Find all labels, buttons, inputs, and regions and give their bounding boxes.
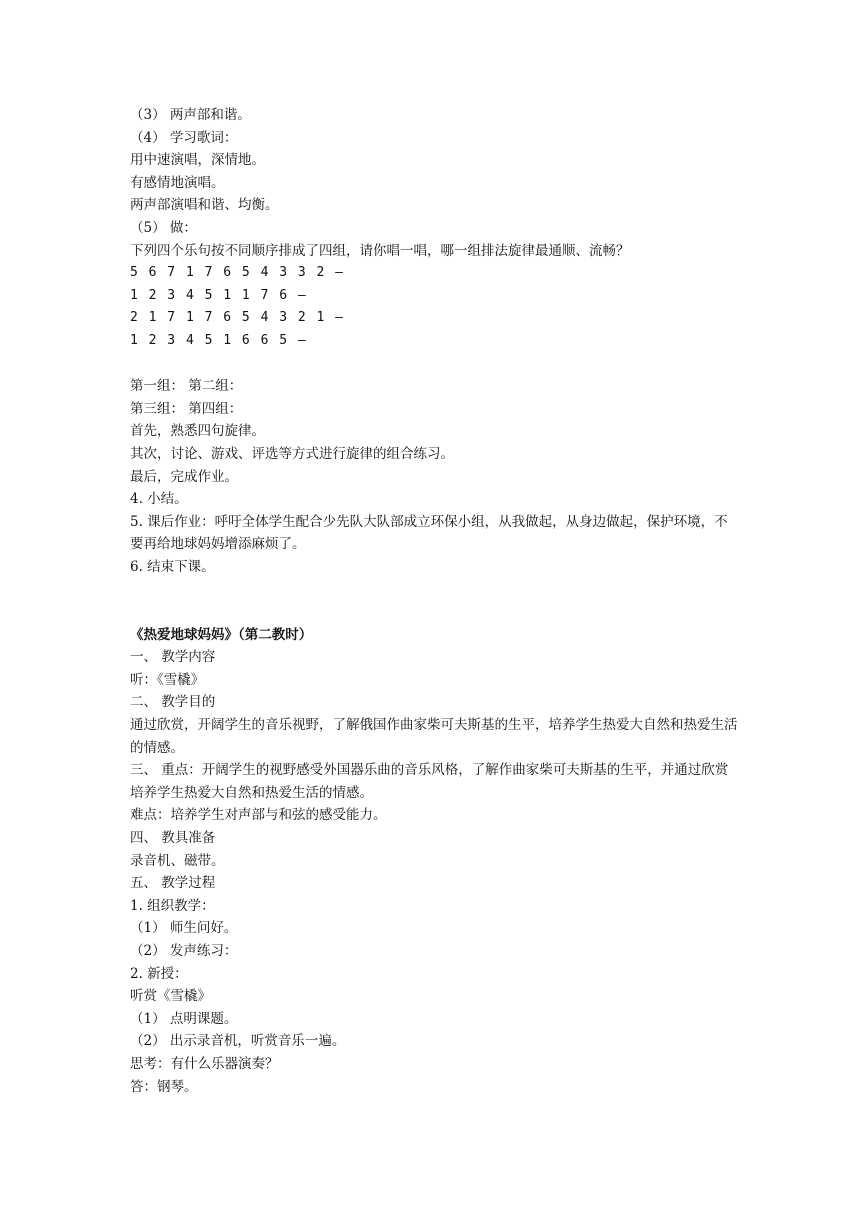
blank-line — [130, 353, 740, 376]
objective-paragraph: 通过欣赏，开阔学生的音乐视野，了解俄国作曲家柴可夫斯基的生平，培养学生热爱大自然和热爱生活的情感。 — [130, 717, 738, 756]
text-line: 4. 小结。 — [130, 491, 188, 508]
text-line: 其次，讨论、游戏、评选等方式进行旋律的组合练习。 — [130, 445, 454, 462]
text-line: 2. 新授： — [130, 965, 188, 982]
text-line: 难点：培养学生对声部与和弦的感受能力。 — [130, 807, 387, 824]
text-line: 录音机、磁带。 — [130, 852, 225, 869]
text-line: 听：《雪橇》 — [130, 671, 205, 688]
text-line: （5） 做： — [130, 219, 197, 236]
text-line: 第一组： 第二组： — [130, 378, 243, 395]
text-line: 四、 教具准备 — [130, 830, 216, 846]
homework-paragraph: 5. 课后作业：呼吁全体学生配合少先队大队部成立环保小组，从我做起，从身边做起，保护环境，不要再给地球妈妈增添麻烦了。 — [130, 513, 728, 553]
text-line: 下列四个乐句按不同顺序排成了四组，请你唱一唱，哪一组排法旋律最通顺、流畅？ — [130, 242, 630, 259]
melody-phrase: 5 6 7 1 7 6 5 4 3 3 2 — — [130, 265, 345, 281]
text-line: 用中速演唱，深情地。 — [130, 152, 265, 169]
text-line: 6. 结束下课。 — [130, 558, 215, 575]
melody-phrase: 1 2 3 4 5 1 1 7 6 — — [130, 287, 308, 303]
melody-phrase: 2 1 7 1 7 6 5 4 3 2 1 — — [130, 310, 345, 326]
text-line: （1） 师生问好。 — [130, 920, 238, 937]
text-line: （1） 点明课题。 — [130, 1010, 238, 1027]
text-line: 有感情地演唱。 — [130, 174, 225, 191]
text-line: 首先，熟悉四句旋律。 — [130, 423, 265, 440]
text-line: 一、 教学内容 — [130, 649, 216, 666]
text-line: 二、 教学目的 — [130, 694, 216, 711]
text-line: 最后，完成作业。 — [130, 468, 238, 485]
text-line: 思考：有什么乐器演奏？ — [130, 1055, 279, 1072]
text-line: （4） 学习歌词： — [130, 129, 238, 146]
text-line: 第三组： 第四组： — [130, 400, 243, 417]
text-line: 两声部演唱和谐、均衡。 — [130, 197, 279, 214]
text-line: 答：钢琴。 — [130, 1078, 198, 1095]
text-line: 听赏《雪橇》 — [130, 988, 211, 1005]
text-line: （3） 两声部和谐。 — [130, 107, 251, 123]
section-gap — [130, 578, 740, 623]
melody-phrase: 1 2 3 4 5 1 6 6 5 — — [130, 332, 308, 348]
key-points-paragraph: 三、 重点：开阔学生的视野感受外国器乐曲的音乐风格，了解作曲家柴可夫斯基的生平，并通过欣赏培养学生热爱大自然和热爱生活的情感。 — [130, 762, 729, 801]
text-line: （2） 发声练习： — [130, 942, 238, 959]
text-line: 1. 组织教学： — [130, 897, 215, 914]
text-line: 五、 教学过程 — [130, 875, 216, 892]
document-page — [130, 104, 740, 1098]
lesson-title: 《热爱地球妈妈》（第二教时） — [130, 626, 313, 643]
text-line: （2） 出示录音机，听赏音乐一遍。 — [130, 1033, 346, 1050]
